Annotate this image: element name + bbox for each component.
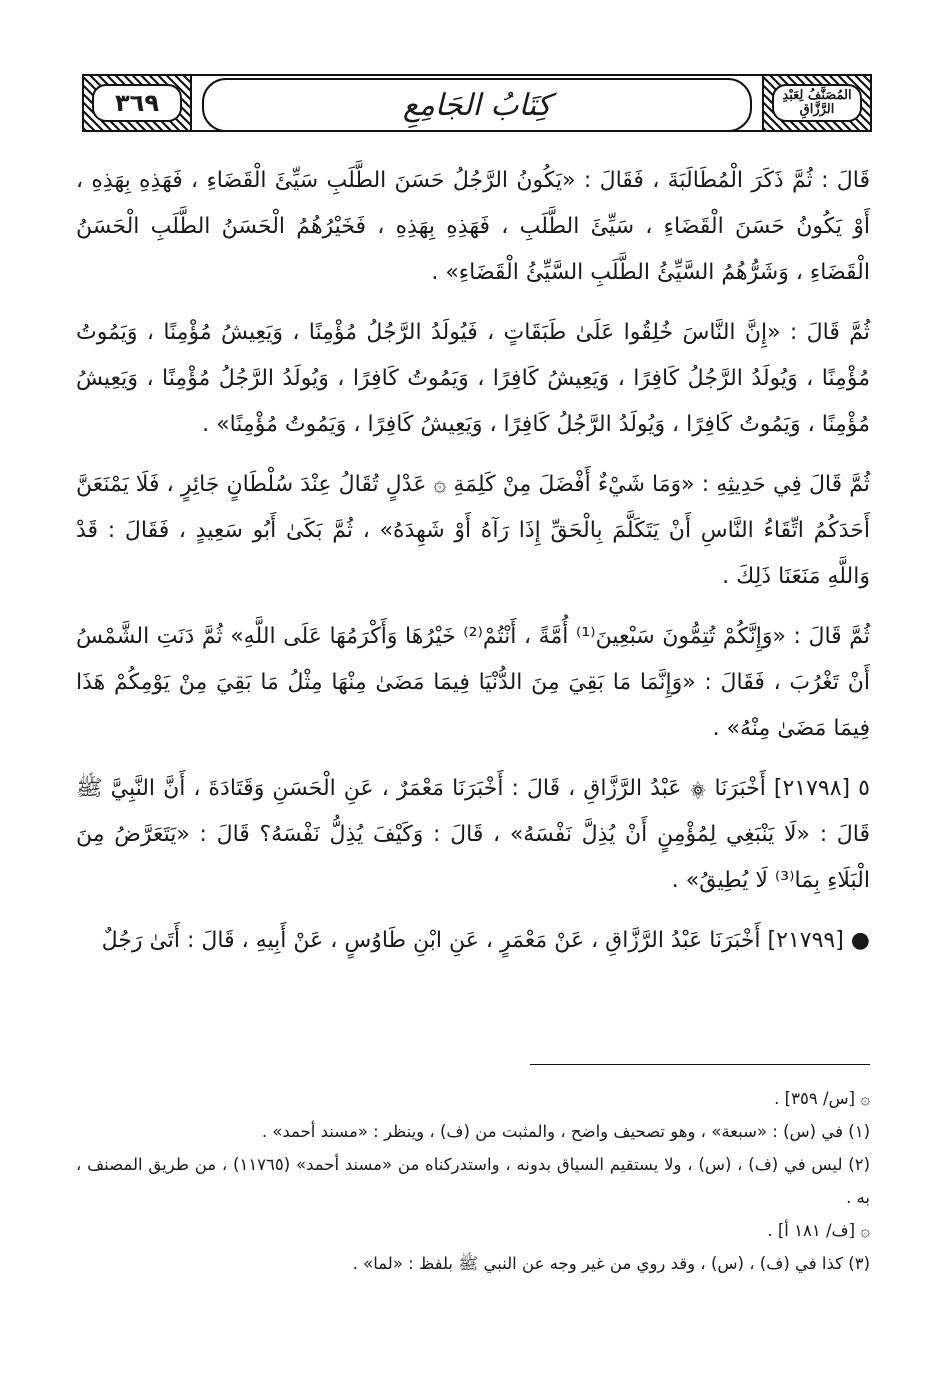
hadith-21798: ٥ [٢١٧٩٨] أَخْبَرَنَا ۞ عَبْدُ الرَّزَّاقِ ، قَالَ : أَخْبَرَنَا مَعْمَرٌ ، عَنِ الْحَسَنِ وَقَتَادَةَ ، أَنَّ النَّبِيَّ ﷺ قَالَ : «لَا يَنْبَغِي لِمُؤْمِنٍ أَنْ يُذِلَّ نَفْسَهُ» ، قَالَ : وَكَيْفَ يُذِلُّ نَفْسَهُ؟ قَالَ : «يَتَعَرَّضُ مِنَ الْبَلَاءِ بِمَا⁽³⁾ لَا يُطِيقُ» . [76, 776, 870, 893]
seal-text: المُصَنَّفُ لِعَبْدِ الرَّزَّاقِ [782, 88, 852, 117]
paragraph-4: ثُمَّ قَالَ : «وَإِنَّكُمْ تُتِمُّونَ سَبْعِينَ⁽¹⁾ أُمَّةً ، أَنْتُمْ⁽²⁾ خَيْرُهَا وَأَكْرَمُهَا عَلَى اللَّهِ» ثُمَّ دَنَتِ الشَّمْسُ أَنْ تَغْرُبَ ، فَقَالَ : «وَإِنَّمَا مَا بَقِيَ مِنَ الدُّنْيَا فِيمَا مَضَىٰ مِنْهَا مِثْلُ مَا بَقِيَ مِنْ يَوْمِكُمْ هَذَا فِيمَا مَضَىٰ مِنْهُ» . [76, 624, 871, 741]
paragraph-1: قَالَ : ثُمَّ ذَكَرَ الْمُطَالَبَةَ ، فَقَالَ : «يَكُونُ الرَّجُلُ حَسَنَ الطَّلَبِ سَيِّئَ الْقَضَاءِ ، فَهَذِهِ بِهَذِهِ ، أَوْ يَكُونُ حَسَنَ الْقَضَاءِ ، سَيِّئَ الطَّلَبِ ، فَهَذِهِ بِهَذِهِ ، فَخَيْرُهُمُ الْحَسَنُ الطَّلَبِ الْحَسَنُ الْقَضَاءِ ، وَشَرُّهُمُ السَّيِّئُ الطَّلَبِ السَّيِّئُ الْقَضَاءِ» . [76, 168, 870, 285]
book-title: كِتَابُ الجَامِعِ [402, 87, 552, 123]
footnote-separator [530, 1064, 870, 1065]
header-page-number-ornament [82, 74, 192, 132]
footnote-marker-2: ۞ [ف/ ١٨١ أ] . [767, 1221, 870, 1240]
page-number: ٣٦٩ [115, 89, 159, 117]
paragraph-3: ثُمَّ قَالَ فِي حَدِيثِهِ : «وَمَا شَيْءٌ أَفْضَلَ مِنْ كَلِمَةِ ۞ عَدْلٍ تُقَالُ عِنْدَ سُلْطَانٍ جَائِرٍ ، فَلَا يَمْنَعَنَّ أَحَدَكُمُ اتِّقَاءُ النَّاسِ أَنْ يَتَكَلَّمَ بِالْحَقِّ إِذَا رَآهُ أَوْ شَهِدَهُ» ، ثُمَّ بَكَىٰ أَبُو سَعِيدٍ ، فَقَالَ : قَدْ وَاللَّهِ مَنَعَنَا ذَلِكَ . [76, 472, 870, 589]
page-header [82, 74, 872, 132]
paragraph-2: ثُمَّ قَالَ : «إِنَّ النَّاسَ خُلِقُوا عَلَىٰ طَبَقَاتٍ ، فَيُولَدُ الرَّجُلُ مُؤْمِنًا ، وَيَعِيشُ مُؤْمِنًا ، وَيَمُوتُ مُؤْمِنًا ، وَيُولَدُ الرَّجُلُ كَافِرًا ، وَيَعِيشُ كَافِرًا ، وَيَمُوتُ كَافِرًا ، وَيُولَدُ الرَّجُلُ مُؤْمِنًا ، وَيَعِيشُ مُؤْمِنًا ، وَيَمُوتُ كَافِرًا ، وَيُولَدُ الرَّجُلُ كَافِرًا ، وَيَعِيشُ كَافِرًا ، وَيَمُوتُ مُؤْمِنًا» . [76, 320, 870, 437]
footnote-marker-1: ۞ [س/ ٣٥٩] . [774, 1089, 870, 1108]
footnote-2: (٢) ليس في (ف) ، (س) ، ولا يستقيم السياق بدونه ، واستدركناه من «مسند أحمد» (١١٧٦٥) ، من طريق المصنف ، به . [76, 1155, 870, 1207]
header-seal-ornament [762, 74, 872, 132]
footnote-1: (١) في (س) : «سبعة» ، وهو تصحيف واضح ، والمثبت من (ف) ، وينظر : «مسند أحمد» . [261, 1122, 870, 1141]
footnote-3: (٣) كذا في (ف) ، (س) ، وقد روي من غير وجه عن النبي ﷺ بلفظ : «لما» . [352, 1254, 870, 1273]
hadith-21799: ● [٢١٧٩٩] أَخْبَرَنَا عَبْدُ الرَّزَّاقِ ، عَنْ مَعْمَرٍ ، عَنِ ابْنِ طَاوُسٍ ، عَنْ أَبِيهِ ، قَالَ : أَتَىٰ رَجُلٌ [101, 928, 870, 953]
header-title-cartouche [202, 78, 752, 132]
main-text [76, 158, 870, 978]
page-number-box [92, 84, 182, 122]
seal-emblem [772, 84, 862, 122]
footnotes [76, 1082, 870, 1280]
